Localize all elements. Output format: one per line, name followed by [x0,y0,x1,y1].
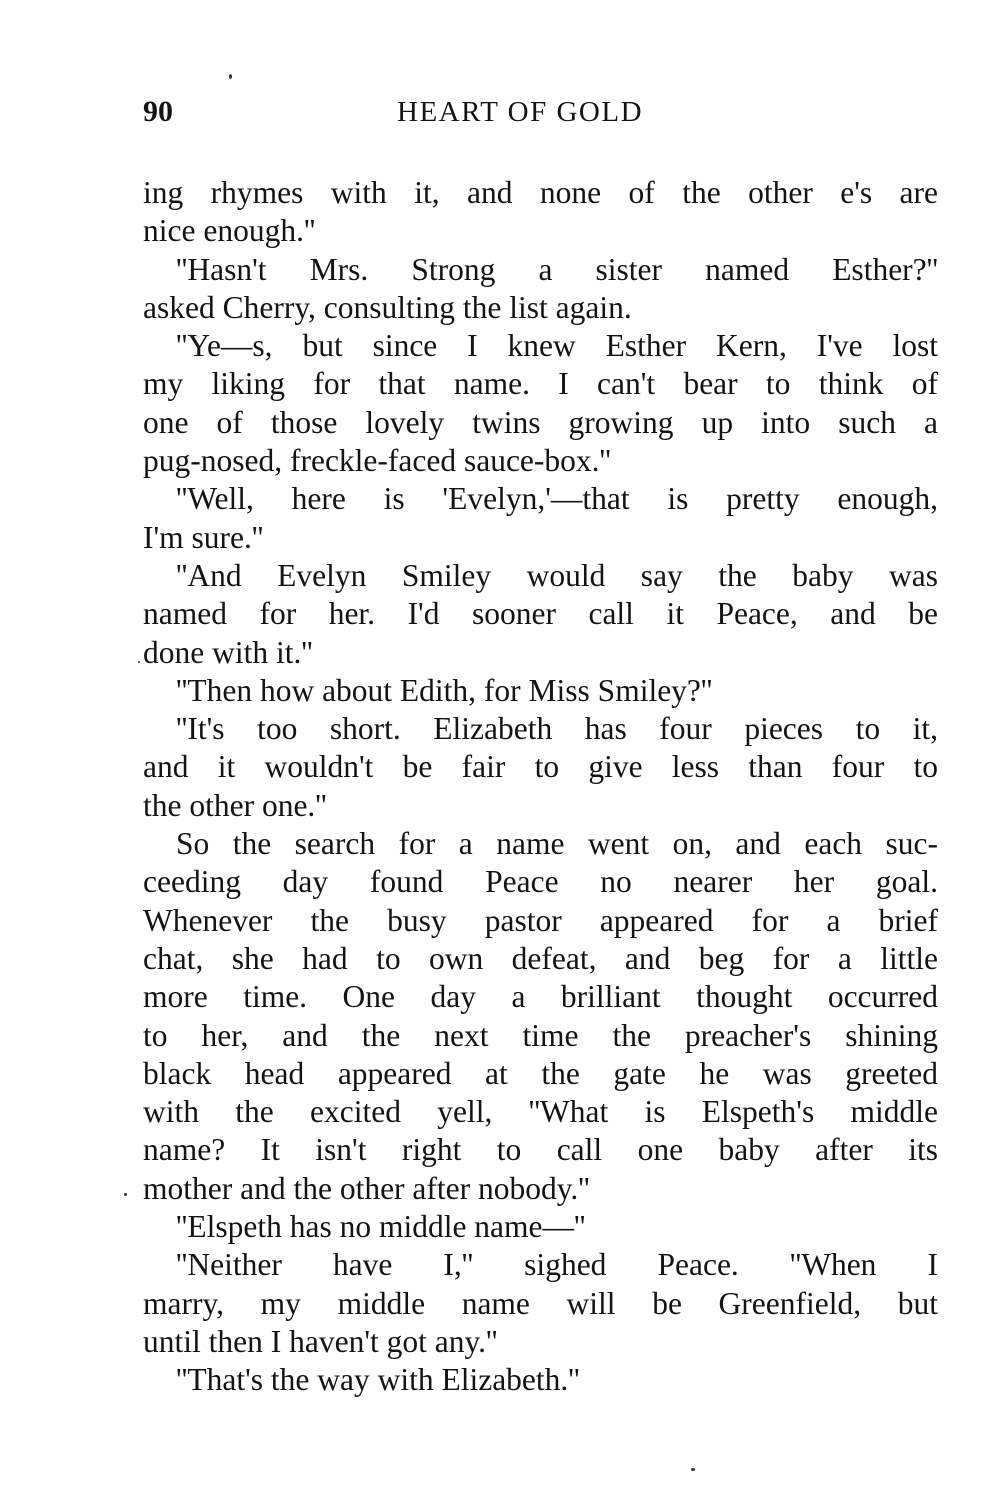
text-line: asked Cherry, consulting the list again. [143,289,632,325]
running-head [143,94,938,134]
scan-speck [691,1468,695,1471]
text-line: marry, my middle name will be Greenfield, but [143,1285,938,1321]
text-line: to her, and the next time the preacher's shining [143,1017,938,1053]
scan-speck [124,1193,127,1196]
text-line: ceeding day found Peace no nearer her goal. [143,864,938,900]
text-line: the other one.'' [143,787,327,823]
text-line: ''Then how about Edith, for Miss Smiley?'' [176,672,713,708]
text-line: chat, she had to own defeat, and beg for a little [143,940,938,976]
text-line: So the search for a name went on, and each suc- [176,826,938,862]
scan-speck [229,74,232,79]
text-line: ''Elspeth has no middle name—'' [176,1209,586,1245]
text-line: named for her. I'd sooner call it Peace, and be [143,596,938,632]
text-line: ''Neither have I,'' sighed Peace. ''When I [176,1247,938,1283]
text-line: mother and the other after nobody.'' [143,1170,590,1206]
scan-speck [138,661,140,663]
text-line: done with it.'' [143,634,313,670]
text-line: ''Well, here is 'Evelyn,'—that is pretty enough, [176,481,938,517]
text-line: until then I haven't got any.'' [143,1323,498,1359]
text-line: ''Hasn't Mrs. Strong a sister named Esther?'' [176,251,938,287]
book-title: HEART OF GOLD [397,96,644,128]
text-line: ''And Evelyn Smiley would say the baby was [176,557,938,593]
text-line: more time. One day a brilliant thought occurred [143,979,938,1015]
text-line: and it wouldn't be fair to give less than four to [143,749,938,785]
text-line: I'm sure.'' [143,519,264,555]
page-text [143,174,938,1400]
text-line: with the excited yell, ''What is Elspeth's middle [143,1094,938,1130]
text-line: ''That's the way with Elizabeth.'' [176,1362,580,1398]
text-line: my liking for that name. I can't bear to think of [143,366,938,402]
text-line: nice enough.'' [143,213,316,249]
text-line: black head appeared at the gate he was greeted [143,1055,938,1091]
page-number: 90 [143,95,173,128]
text-line: ing rhymes with it, and none of the other e's are [143,175,938,210]
text-line: name? It isn't right to call one baby after its [143,1132,938,1168]
text-line: pug-nosed, freckle-faced sauce-box.'' [143,443,611,479]
text-line: Whenever the busy pastor appeared for a brief [143,902,938,938]
text-line: ''It's too short. Elizabeth has four pieces to it, [176,711,938,747]
text-line: one of those lovely twins growing up into such a [143,404,938,440]
text-line: ''Ye—s, but since I knew Esther Kern, I've lost [176,328,938,364]
